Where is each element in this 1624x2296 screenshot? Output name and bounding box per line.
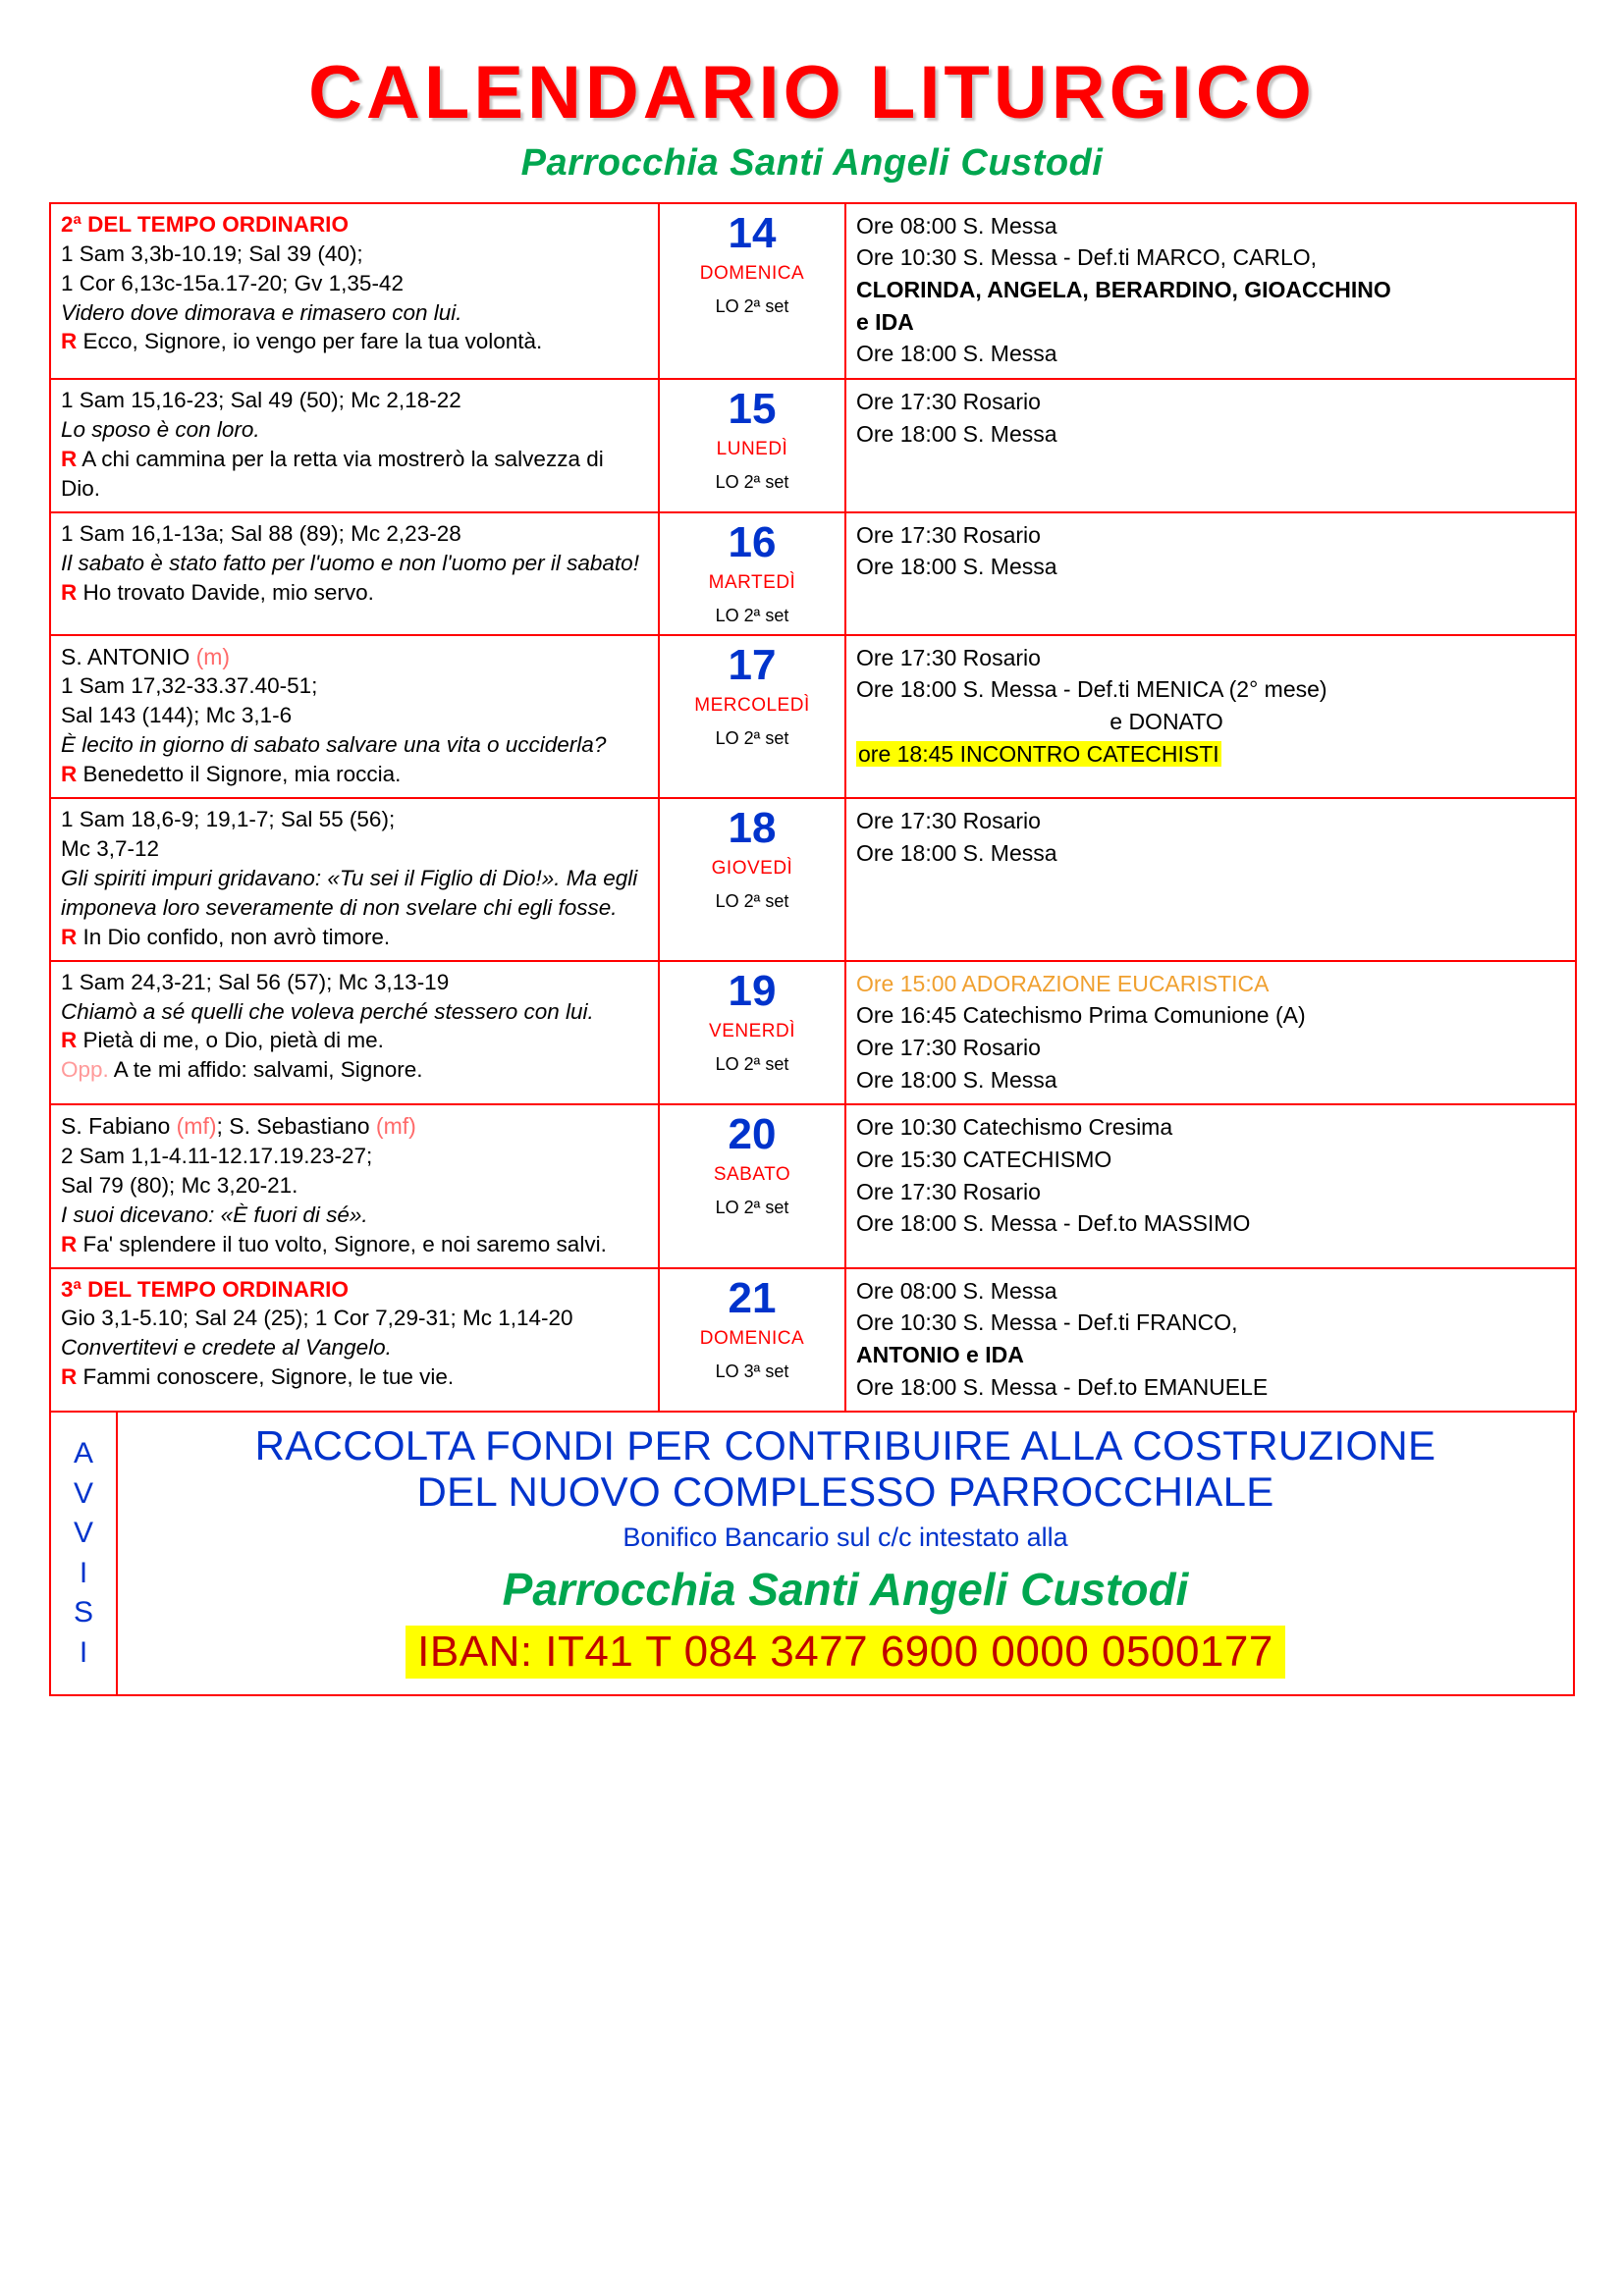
event-item: Ore 17:30 Rosario xyxy=(856,521,1041,548)
day-name: GIOVEDÌ xyxy=(711,858,793,880)
event-item: Ore 18:00 S. Messa xyxy=(856,1066,1057,1093)
day-number: 20 xyxy=(728,1110,777,1159)
saint-line xyxy=(61,642,648,672)
events-cell xyxy=(845,379,1576,512)
antiphon: Chiamò a sé quelli che voleva perché stessero con lui. xyxy=(61,998,594,1024)
resp-text: Benedetto il Signore, mia roccia. xyxy=(77,762,402,787)
parish-name: Parrocchia Santi Angeli Custodi xyxy=(502,1564,1189,1616)
day-lo: LO 2ª set xyxy=(715,727,789,748)
readings-cell xyxy=(50,379,659,512)
event-item: Ore 17:30 Rosario xyxy=(856,644,1041,670)
events-cell xyxy=(845,961,1576,1105)
antiphon: È lecito in giorno di sabato salvare una vita o ucciderla? xyxy=(61,732,607,758)
event-item: Ore 18:00 S. Messa - Def.ti MENICA (2° mese) xyxy=(856,676,1327,703)
day-name: VENERDÌ xyxy=(709,1020,795,1041)
readings-cell xyxy=(50,203,659,379)
table-row xyxy=(50,203,1576,379)
readings-cell xyxy=(50,961,659,1105)
day-cell xyxy=(659,203,845,379)
reading-refs-2: 1 Cor 6,13c-15a.17-20; Gv 1,35-42 xyxy=(61,270,404,295)
day-lo: LO 2ª set xyxy=(715,1053,789,1074)
resp-mark: R xyxy=(61,1364,78,1390)
resp-text: In Dio confido, non avrò timore. xyxy=(77,924,391,949)
table-row xyxy=(50,798,1576,961)
event-item: Ore 18:00 S. Messa xyxy=(856,839,1057,866)
avvisi-letter: V xyxy=(73,1476,93,1510)
day-lo: LO 2ª set xyxy=(715,295,789,316)
event-item: Ore 18:00 S. Messa - Def.to MASSIMO xyxy=(856,1210,1251,1237)
readings-cell xyxy=(50,798,659,961)
resp-mark: R xyxy=(61,762,78,787)
event-item: Ore 15:30 CATECHISMO xyxy=(856,1146,1112,1172)
events-cell xyxy=(845,798,1576,961)
antiphon: Lo sposo è con loro. xyxy=(61,417,260,442)
events-cell xyxy=(845,1104,1576,1267)
events-cell xyxy=(845,203,1576,379)
responsorial xyxy=(61,760,648,789)
antiphon: Convertitevi e credete al Vangelo. xyxy=(61,1335,392,1361)
reading-refs-1: 1 Sam 24,3-21; Sal 56 (57); Mc 3,13-19 xyxy=(61,969,450,994)
resp-text: Ecco, Signore, io vengo per fare la tua volontà. xyxy=(77,329,543,354)
opp-text: A te mi affido: salvami, Signore. xyxy=(108,1057,423,1083)
events-cell xyxy=(845,635,1576,798)
day-cell xyxy=(659,1268,845,1413)
day-cell xyxy=(659,379,845,512)
iban-value: IBAN: IT41 T 084 3477 6900 0000 0500177 xyxy=(406,1626,1285,1679)
day-lo: LO 2ª set xyxy=(715,605,789,625)
day-number: 16 xyxy=(728,517,777,566)
events-cell xyxy=(845,1268,1576,1413)
avvisi-letter: I xyxy=(79,1635,88,1669)
notice-body xyxy=(118,1413,1573,1694)
day-number: 15 xyxy=(728,385,777,434)
event-item: Ore 17:30 Rosario xyxy=(856,1178,1041,1204)
event-item: Ore 18:00 S. Messa xyxy=(856,554,1057,580)
day-name: MERCOLEDÌ xyxy=(694,694,810,716)
day-cell xyxy=(659,635,845,798)
resp-mark: R xyxy=(61,446,78,471)
event-item: e DONATO xyxy=(1110,709,1223,735)
liturgical-calendar-table xyxy=(49,202,1577,1413)
page-title: CALENDARIO LITURGICO xyxy=(308,51,1316,134)
day-number: 14 xyxy=(728,208,777,257)
saint-rank: (m) xyxy=(195,643,231,669)
avvisi-vertical-label xyxy=(51,1413,118,1694)
parish-subtitle: Parrocchia Santi Angeli Custodi xyxy=(520,141,1104,184)
resp-mark: R xyxy=(61,1231,78,1256)
day-number: 18 xyxy=(728,804,777,853)
resp-text: Ho trovato Davide, mio servo. xyxy=(77,579,374,605)
day-lo: LO 3ª set xyxy=(715,1361,789,1381)
reading-refs-1: 2 Sam 1,1-4.11-12.17.19.23-27; xyxy=(61,1143,373,1168)
saint-line: S. Fabiano (mf); S. Sebastiano (mf) xyxy=(61,1113,416,1140)
day-name: MARTEDÌ xyxy=(708,571,796,593)
event-item: Ore 18:00 S. Messa xyxy=(856,420,1057,447)
event-item: Ore 17:30 Rosario xyxy=(856,1034,1041,1060)
resp-mark: R xyxy=(61,579,78,605)
day-lo: LO 2ª set xyxy=(715,472,789,493)
event-item: Ore 18:00 S. Messa xyxy=(856,341,1057,367)
event-item: ANTONIO e IDA xyxy=(856,1341,1024,1367)
reading-refs-2: Mc 3,7-12 xyxy=(61,835,160,861)
events-cell xyxy=(845,512,1576,635)
event-item: Ore 08:00 S. Messa xyxy=(856,1277,1057,1304)
event-item: Ore 17:30 Rosario xyxy=(856,389,1041,415)
day-name: DOMENICA xyxy=(699,262,805,284)
reading-refs-1: 1 Sam 3,3b-10.19; Sal 39 (40); xyxy=(61,240,363,266)
saint-name-2: S. Sebastiano xyxy=(229,1113,370,1140)
event-item: Ore 10:30 S. Messa - Def.ti FRANCO, xyxy=(856,1309,1238,1336)
opp-mark: Opp. xyxy=(61,1057,109,1083)
day-cell xyxy=(659,961,845,1105)
table-row xyxy=(50,1104,1576,1267)
saint-rank-2: (mf) xyxy=(375,1113,416,1140)
readings-cell xyxy=(50,635,659,798)
saint-name: S. Fabiano xyxy=(61,1113,171,1140)
reading-refs-1: 1 Sam 17,32-33.37.40-51; xyxy=(61,673,318,699)
table-row xyxy=(50,961,1576,1105)
avvisi-letter: V xyxy=(73,1517,93,1550)
antiphon: Gli spiriti impuri gridavano: «Tu sei il Figlio di Dio!». Ma egli imponeva loro severamente di non svelare chi egli fosse. xyxy=(61,865,638,920)
resp-mark: R xyxy=(61,924,78,949)
reading-refs-2: Sal 79 (80); Mc 3,20-21. xyxy=(61,1172,298,1198)
saint-rank: (mf) xyxy=(176,1113,217,1140)
event-item: e IDA xyxy=(856,308,914,335)
responsorial-alt xyxy=(61,1055,648,1085)
event-item: Ore 08:00 S. Messa xyxy=(856,212,1057,239)
event-text: Ore 10:30 S. Messa - Def.ti MARCO, CARLO, xyxy=(856,244,1318,271)
liturgical-heading: 2ª DEL TEMPO ORDINARIO xyxy=(61,211,349,237)
readings-cell xyxy=(50,1104,659,1267)
event-item: CLORINDA, ANGELA, BERARDINO, GIOACCHINO xyxy=(856,277,1391,303)
day-cell xyxy=(659,512,845,635)
resp-text: A chi cammina per la retta via mostrerò la salvezza di Dio. xyxy=(61,446,604,501)
event-item-highlight xyxy=(856,738,1565,771)
day-name: LUNEDÌ xyxy=(716,439,788,460)
event-item: Ore 17:30 Rosario xyxy=(856,808,1041,834)
day-number: 21 xyxy=(728,1273,777,1322)
notice-box xyxy=(49,1413,1575,1696)
reading-refs-1: 1 Sam 15,16-23; Sal 49 (50); Mc 2,18-22 xyxy=(61,388,461,413)
event-item xyxy=(856,241,1565,274)
resp-mark: R xyxy=(61,329,78,354)
event-item: Ore 10:30 Catechismo Cresima xyxy=(856,1114,1173,1141)
table-row xyxy=(50,635,1576,798)
day-cell xyxy=(659,798,845,961)
responsorial xyxy=(61,327,648,356)
responsorial xyxy=(61,1362,648,1392)
liturgical-heading: 3ª DEL TEMPO ORDINARIO xyxy=(61,1276,349,1302)
responsorial xyxy=(61,1230,648,1259)
reading-refs-2: Sal 143 (144); Mc 3,1-6 xyxy=(61,703,293,728)
reading-refs-1: 1 Sam 16,1-13a; Sal 88 (89); Mc 2,23-28 xyxy=(61,520,461,546)
resp-text: Fammi conoscere, Signore, le tue vie. xyxy=(77,1364,455,1390)
event-item: Ore 18:00 S. Messa - Def.to EMANUELE xyxy=(856,1373,1269,1400)
saint-name: S. ANTONIO xyxy=(61,643,190,669)
antiphon: Il sabato è stato fatto per l'uomo e non l'uomo per il sabato! xyxy=(61,550,639,575)
avvisi-letter: A xyxy=(73,1437,93,1470)
fundraising-line-2: DEL NUOVO COMPLESSO PARROCCHIALE xyxy=(416,1468,1274,1516)
day-name: DOMENICA xyxy=(699,1327,805,1349)
bank-transfer-line: Bonifico Bancario sul c/c intestato alla xyxy=(623,1522,1068,1553)
resp-mark: R xyxy=(61,1028,78,1053)
readings-cell xyxy=(50,512,659,635)
fundraising-line-1: RACCOLTA FONDI PER CONTRIBUIRE ALLA COSTRUZIONE xyxy=(254,1422,1436,1469)
table-row xyxy=(50,1268,1576,1413)
event-item: Ore 16:45 Catechismo Prima Comunione (A) xyxy=(856,1002,1306,1029)
table-row xyxy=(50,379,1576,512)
avvisi-letter: S xyxy=(73,1596,93,1629)
event-item: Ore 15:00 ADORAZIONE EUCARISTICA xyxy=(856,970,1270,996)
day-lo: LO 2ª set xyxy=(715,891,789,912)
responsorial xyxy=(61,578,648,608)
antiphon: Videro dove dimorava e rimasero con lui. xyxy=(61,299,462,325)
day-number: 17 xyxy=(728,640,777,689)
day-number: 19 xyxy=(728,966,777,1015)
reading-refs-1: 1 Sam 18,6-9; 19,1-7; Sal 55 (56); xyxy=(61,807,396,832)
day-lo: LO 2ª set xyxy=(715,1198,789,1218)
resp-text: Pietà di me, o Dio, pietà di me. xyxy=(77,1028,384,1053)
responsorial xyxy=(61,1026,648,1055)
responsorial xyxy=(61,923,648,952)
event-text: ore 18:45 INCONTRO CATECHISTI xyxy=(858,740,1219,767)
antiphon: I suoi dicevano: «È fuori di sé». xyxy=(61,1201,368,1227)
readings-cell xyxy=(50,1268,659,1413)
day-name: SABATO xyxy=(713,1164,791,1186)
day-cell xyxy=(659,1104,845,1267)
table-row xyxy=(50,512,1576,635)
avvisi-letter: I xyxy=(79,1556,88,1589)
responsorial xyxy=(61,445,648,504)
reading-refs-1: Gio 3,1-5.10; Sal 24 (25); 1 Cor 7,29-31; Mc 1,14-20 xyxy=(61,1306,573,1331)
resp-text: Fa' splendere il tuo volto, Signore, e noi saremo salvi. xyxy=(77,1231,607,1256)
